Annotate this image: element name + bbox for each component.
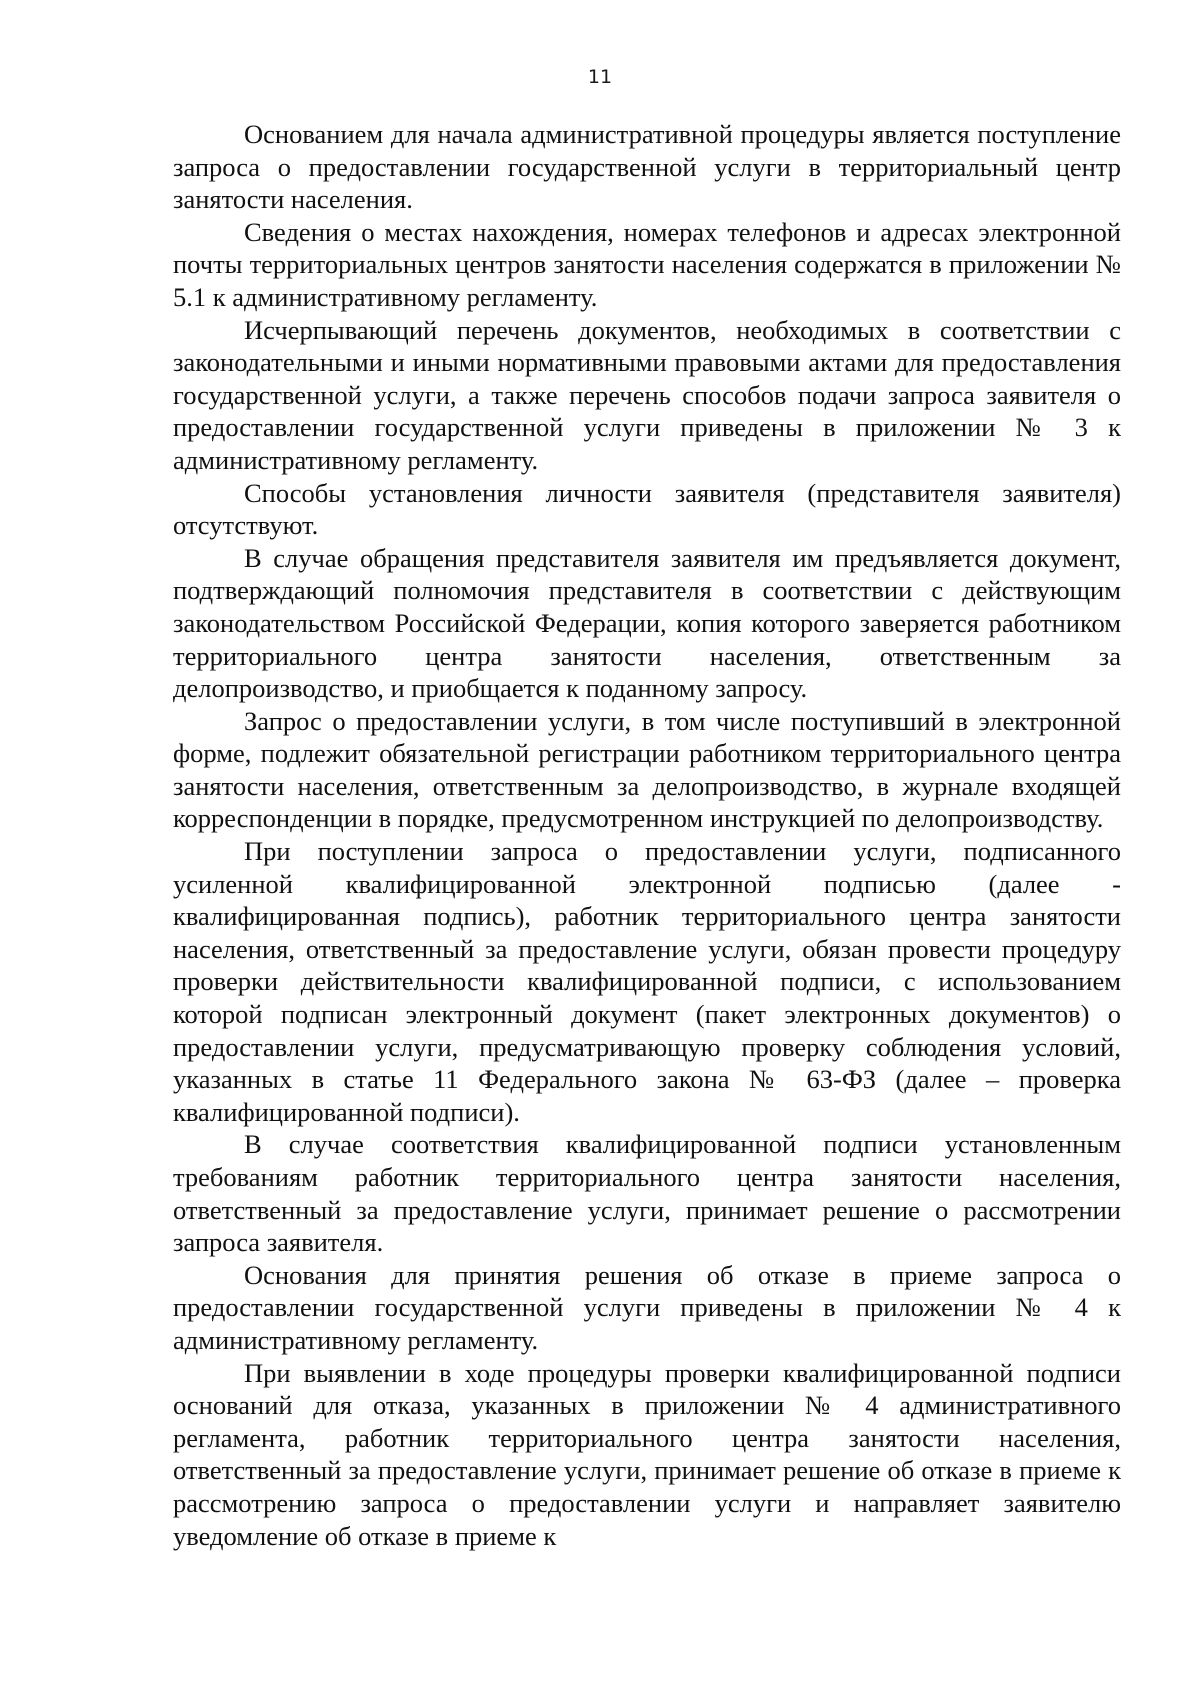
page-number: 11 bbox=[587, 66, 613, 88]
paragraph: При выявлении в ходе процедуры проверки квалифицированной подписи оснований для отказа, указанных в приложении № 4 административного регламента, работник территориального центра занятости населения, ответственный за предоставление услуги, принимает решение об отказе в приеме к рассмотрению запроса о предоставлении услуги и направляет заявителю уведомление об отказе в приеме к bbox=[173, 1357, 1121, 1551]
paragraph: При поступлении запроса о предоставлении услуги, подписанного усиленной квалифицированной электронной подписью (далее - квалифицированная подпись), работник территориального центра занятости населения, ответственный за предоставление услуги, обязан провести процедуру проверки действительности квалифицированной подписи, с использованием которой подписан электронный документ (пакет электронных документов) о предоставлении услуги, предусматривающую проверку соблюдения условий, указанных в статье 11 Федерального закона № 63-ФЗ (далее – проверка квалифицированной подписи). bbox=[173, 836, 1121, 1127]
paragraph: В случае соответствия квалифицированной подписи установленным требованиям работник территориального центра занятости населения, ответственный за предоставление услуги, принимает решение о рассмотрении запроса заявителя. bbox=[173, 1129, 1121, 1258]
paragraph: Исчерпывающий перечень документов, необходимых в соответствии с законодательными и иными нормативными правовыми актами для предоставления государственной услуги, а также перечень способов подачи запроса заявителя о предоставлении государственной услуги приведены в приложении № 3 к административному регламенту. bbox=[173, 314, 1121, 475]
paragraph: Сведения о местах нахождения, номерах телефонов и адресах электронной почты территориальных центров занятости населения содержатся в приложении № 5.1 к административному регламенту. bbox=[173, 216, 1121, 312]
paragraph: Способы установления личности заявителя (представителя заявителя) отсутствуют. bbox=[173, 477, 1121, 541]
paragraph: Основания для принятия решения об отказе в приеме запроса о предоставлении государственной услуги приведены в приложении № 4 к административному регламенту. bbox=[173, 1259, 1121, 1355]
paragraph: Основанием для начала административной процедуры является поступление запроса о предоставлении государственной услуги в территориальный центр занятости населения. bbox=[173, 119, 1121, 215]
paragraph: В случае обращения представителя заявителя им предъявляется документ, подтверждающий полномочия представителя в соответствии с действующим законодательством Российской Федерации, копия которого заверяется работником территориального центра занятости населения, ответственным за делопроизводство, и приобщается к поданному запросу. bbox=[173, 542, 1121, 704]
document-body bbox=[173, 118, 1121, 1552]
paragraph: Запрос о предоставлении услуги, в том числе поступивший в электронной форме, подлежит обязательной регистрации работником территориального центра занятости населения, ответственным за делопроизводство, в журнале входящей корреспонденции в порядке, предусмотренном инструкцией по делопроизводству. bbox=[173, 705, 1121, 834]
